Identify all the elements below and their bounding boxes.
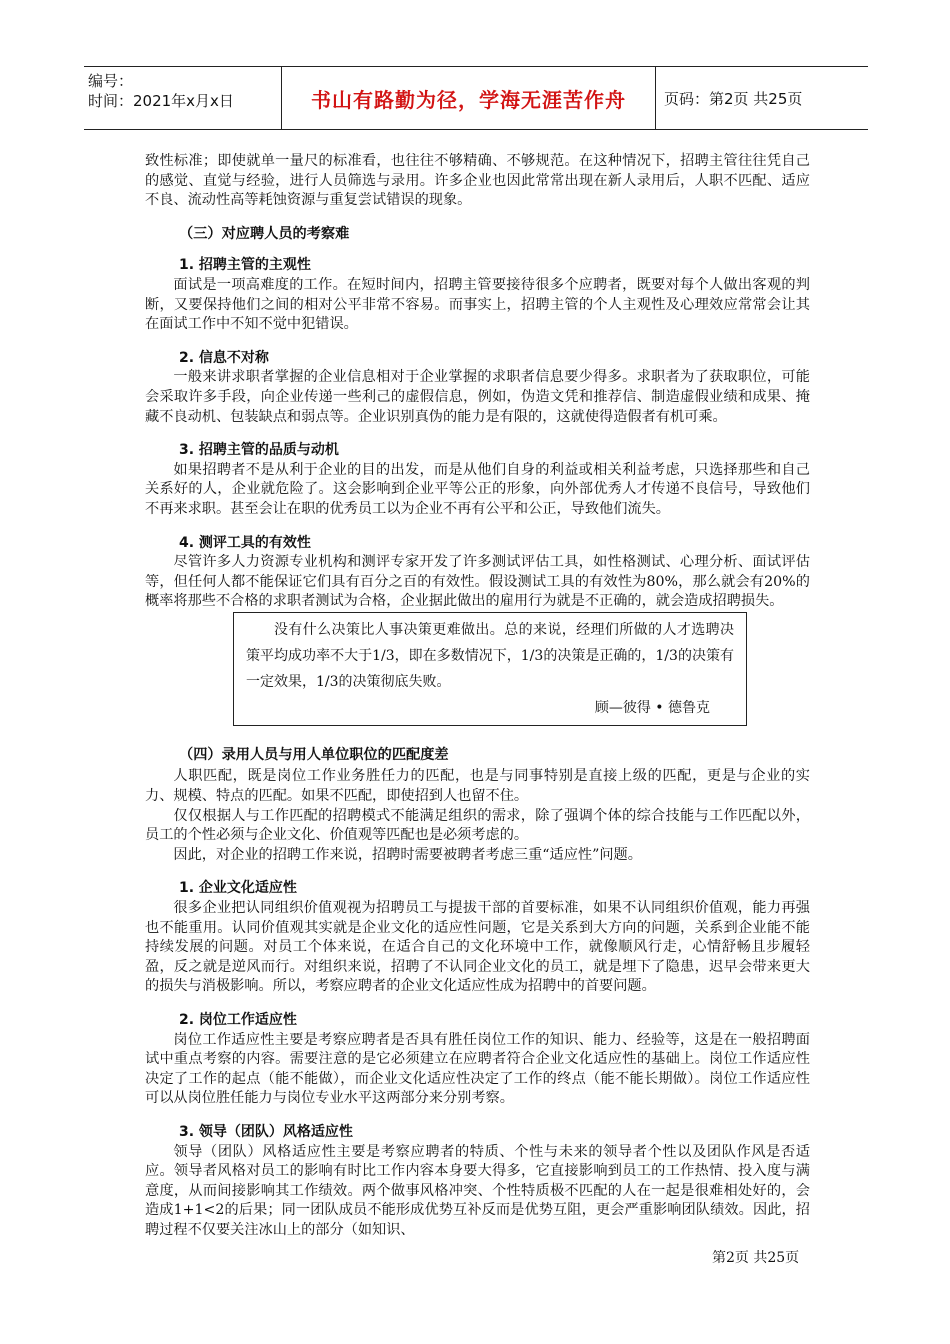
subsection-text: 领导（团队）风格适应性主要是考察应聘者的特质、个性与未来的领导者个性以及团队作风是否适应。领导者风格对员工的影响有时比工作内容本身要大得多，它直接影响到员工的工作热情、投入度与满意度，从而间接影响其工作绩效。两个做事风格冲突、个性特质极不匹配的人在一起是很难相处好的，会造成1+1<2的后果；同一团队成员不能形成优势互补反而是优势互阻，更会严重影响团队绩效。因此，招聘过程不仅要关注冰山上的部分（如知识、 (145, 1143, 810, 1238)
subsection-text: 尽管许多人力资源专业机构和测评专家开发了许多测试评估工具，如性格测试、心理分析、面试评估等，但任何人都不能保证它们具有百分之百的有效性。假设测试工具的有效性为80%，那么就会有20%的概率将那些不合格的求职者测试为合格，企业据此做出的雇用行为就是不正确的，就会造成招聘损失。 (145, 554, 810, 610)
intro-paragraph: 致性标准；即使就单一量尺的标准看，也往往不够精确、不够规范。在这种情况下，招聘主管往往凭自己的感觉、直觉与经验，进行人员筛选与录用。许多企业也因此常常出现在新人录用后，人职不匹配、适应不良、流动性高等耗蚀资源与重复尝试错误的现象。 (145, 153, 810, 209)
section-4-title: （四）录用人员与用人单位职位的匹配度差 (179, 746, 449, 763)
subsection-text: 面试是一项高难度的工作。在短时间内，招聘主管要接待很多个应聘者，既要对每个人做出客观的判断，又要保持他们之间的相对公平非常不容易。而事实上，招聘主管的个人主观性及心理效应常常会让其在面试工作中不知不觉中犯错误。 (145, 276, 810, 333)
section-4-paragraph: 因此，对企业的招聘工作来说，招聘时需要被聘者考虑三重“适应性”问题。 (173, 846, 642, 863)
quote-box (233, 612, 747, 726)
subsection-heading: 2. 信息不对称 (179, 349, 269, 366)
header-page-label: 页码：第2页 共25页 (664, 89, 803, 108)
header-motto: 书山有路勤为径，学海无涯苦作舟 (282, 67, 656, 129)
quote-author: 顾—彼得 • 德鲁克 (594, 699, 710, 716)
section-4-paragraph: 仅仅根据人与工作匹配的招聘模式不能满足组织的需求，除了强调个体的综合技能与工作匹配以外，员工的个性必须与企业文化、价值观等匹配也是必须考虑的。 (145, 807, 810, 844)
subsection-text: 一般来讲求职者掌握的企业信息相对于企业掌握的求职者信息要少得多。求职者为了获取职位，可能会采取许多手段，向企业传递一些利己的虚假信息，例如，伪造文凭和推荐信、制造虚假业绩和成果、掩藏不良动机、包装缺点和弱点等。企业识别真伪的能力是有限的，这就使得造假者有机可乘。 (145, 369, 810, 425)
subsection-heading: 1. 企业文化适应性 (179, 880, 297, 897)
number-label: 编号： (88, 72, 134, 90)
page-footer: 第2页 共25页 (712, 1250, 800, 1266)
section-4-paragraph: 人职匹配，既是岗位工作业务胜任力的匹配，也是与同事特别是直接上级的匹配，更是与企业的实力、规模、特点的匹配。如果不匹配，即使招到人也留不住。 (145, 768, 810, 805)
subsection-text: 很多企业把认同组织价值观视为招聘员工与提拔干部的首要标准，如果不认同组织价值观，能力再强也不能重用。认同价值观其实就是企业文化的适应性问题，它是关系到大方向的问题，关系到企业能不能持续发展的问题。对员工个体来说，在适合自己的文化环境中工作，就像顺风行走，心情舒畅且步履轻盈，反之就是逆风而行。对组织来说，招聘了不认同企业文化的员工，就是埋下了隐患，迟早会带来更大的损失与消极影响。所以，考察应聘者的企业文化适应性成为招聘中的首要问题。 (145, 900, 810, 995)
subsection-heading: 3. 领导（团队）风格适应性 (179, 1123, 353, 1140)
document-body (145, 152, 810, 1241)
subsection-heading: 4. 测评工具的有效性 (179, 534, 311, 551)
section-3-title: （三）对应聘人员的考察难 (179, 225, 350, 242)
subsection-heading: 2. 岗位工作适应性 (179, 1012, 297, 1028)
time-label: 时间：2021年x月x日 (88, 92, 234, 110)
subsection-heading: 1. 招聘主管的主观性 (179, 257, 311, 274)
subsection-heading: 3. 招聘主管的品质与动机 (179, 442, 339, 459)
subsection-text: 如果招聘者不是从利于企业的目的出发，而是从他们自身的利益或相关利益考虑，只选择那些和自己关系好的人，企业就危险了。这会影响到企业平等公正的形象，向外部优秀人才传递不良信号，导致他们不再来求职。甚至会让在职的优秀员工以为企业不再有公平和公正，导致他们流失。 (145, 461, 810, 517)
subsection-text: 岗位工作适应性主要是考察应聘者是否具有胜任岗位工作的知识、能力、经验等，这是在一般招聘面试中重点考察的内容。需要注意的是它必须建立在应聘者符合企业文化适应性的基础上。岗位工作适应性决定了工作的起点（能不能做），而企业文化适应性决定了工作的终点（能不能长期做）。岗位工作适应性可以从岗位胜任能力与岗位专业水平这两部分来分别考察。 (145, 1031, 810, 1107)
quote-text: 没有什么决策比人事决策更难做出。总的来说，经理们所做的人才选聘决策平均成功率不大于1/3，即在多数情况下，1/3的决策是正确的，1/3的决策有一定效果，1/3的决策彻底失败。 (246, 621, 734, 690)
page-header (84, 66, 868, 130)
header-meta (84, 67, 282, 129)
